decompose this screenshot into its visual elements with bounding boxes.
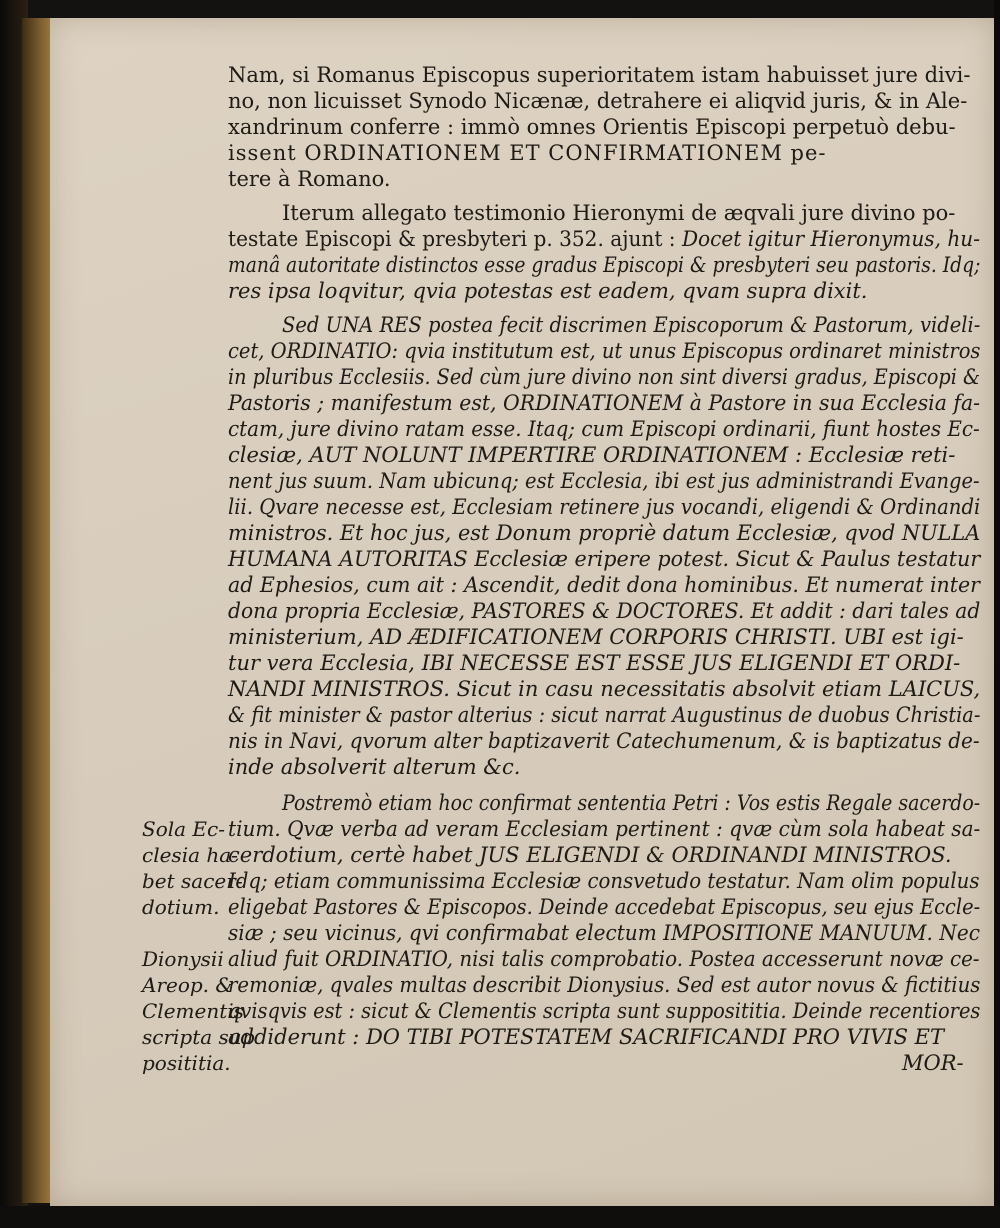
text-line: cerdotium, certè habet JUS ELIGENDI & ORDINANDI MINISTROS. — [228, 843, 952, 867]
text-line: nis in Navi, qvorum alter baptizaverit Catechumenum, & is baptizatus de- — [228, 729, 980, 753]
book-page — [50, 18, 994, 1206]
text-line: tur vera Ecclesia, IBI NECESSE EST ESSE JUS ELIGENDI ET ORDI- — [228, 651, 961, 675]
text-line: tere à Romano. — [228, 167, 391, 191]
text-line: in pluribus Ecclesiis. Sed cùm jure divino non sint diversi gradus, Episcopi & — [228, 365, 981, 389]
text-line: tium. Qvæ verba ad veram Ecclesiam pertinent : qvæ cùm sola habeat sa- — [228, 817, 981, 841]
text-line: NANDI MINISTROS. Sicut in casu necessitatis absolvit etiam LAICUS, — [228, 677, 981, 701]
text-line: lii. Qvare necesse est, Ecclesiam retinere jus vocandi, eligendi & Ordinandi — [228, 495, 981, 519]
text-line: eligebat Pastores & Episcopos. Deinde accedebat Episcopus, seu ejus Eccle- — [228, 895, 981, 919]
text-line: no, non licuisset Synodo Nicænæ, detrahere ei aliqvid juris, & in Ale- — [228, 89, 968, 113]
text-line: siæ ; seu vicinus, qvi confirmabat electum IMPOSITIONE MANUUM. Nec — [228, 921, 980, 945]
text-line: ministerium, AD ÆDIFICATIONEM CORPORIS CHRISTI. UBI est igi- — [228, 625, 964, 649]
text-segment-roman: testate Episcopi & presbyteri p. 352. ajunt : — [228, 227, 682, 251]
text-line: HUMANA AUTORITAS Ecclesiæ eripere potest. Sicut & Paulus testatur — [228, 547, 981, 571]
text-line: ctam, jure divino ratam esse. Itaq; cum Episcopi ordinarii, fiunt hostes Ec- — [228, 417, 980, 441]
text-line: Postremò etiam hoc confirmat sententia Petri : Vos estis Regale sacerdo- — [282, 791, 981, 815]
margin-note: Areop. & — [142, 973, 234, 997]
margin-note: dotium. — [142, 895, 220, 919]
text-line: dona propria Ecclesiæ, PASTORES & DOCTORES. Et addit : dari tales ad — [228, 599, 981, 623]
text-line: inde absolverit alterum &c. — [228, 755, 521, 779]
text-line: nent jus suum. Nam ubicunq; est Ecclesia, ibi est jus administrandi Evange- — [228, 469, 980, 493]
margin-note: Sola Ec- — [142, 817, 225, 841]
scan-right-edge — [994, 0, 1000, 1228]
catchword: MOR- — [902, 1051, 964, 1075]
text-line: aliud fuit ORDINATIO, nisi talis comprobatio. Postea accesserunt novæ ce- — [228, 947, 980, 971]
text-line: manâ autoritate distinctos esse gradus Episcopi & presbyteri seu pastoris. Idq; — [228, 253, 981, 277]
margin-note: bet sacer- — [142, 869, 243, 893]
text-line-mixed — [228, 226, 980, 252]
margin-note: posititia. — [142, 1051, 231, 1075]
text-line: Pastoris ; manifestum est, ORDINATIONEM à Pastore in sua Ecclesia fa- — [228, 391, 981, 415]
text-line: & fit minister & pastor alterius : sicut narrat Augustinus de duobus Christia- — [228, 703, 981, 727]
text-line: res ipsa loqvitur, qvia potestas est eadem, qvam supra dixit. — [228, 279, 868, 303]
margin-note: Clementis — [142, 999, 244, 1023]
text-line: issent ORDINATIONEM ET CONFIRMATIONEM pe- — [228, 141, 827, 165]
margin-note: Dionysii — [142, 947, 224, 971]
text-line: cet, ORDINATIO: qvia institutum est, ut unus Episcopus ordinaret ministros — [228, 339, 981, 363]
text-line: addiderunt : DO TIBI POTESTATEM SACRIFICANDI PRO VIVIS ET — [228, 1025, 944, 1049]
text-line: Iterum allegato testimonio Hieronymi de æqvali jure divino po- — [282, 201, 956, 225]
text-line: remoniæ, qvales multas describit Dionysius. Sed est autor novus & fictitius — [228, 973, 981, 997]
margin-note: scripta sup — [142, 1025, 255, 1049]
text-line: ministros. Et hoc jus, est Donum propriè datum Ecclesiæ, qvod NULLA — [228, 521, 981, 545]
text-line: Nam, si Romanus Episcopus superioritatem istam habuisset jure divi- — [228, 63, 971, 87]
text-line: Sed UNA RES postea fecit discrimen Episcoporum & Pastorum, videli- — [282, 313, 981, 337]
text-line: xandrinum conferre : immò omnes Orientis Episcopi perpetuò debu- — [228, 115, 956, 139]
text-line: clesiæ, AUT NOLUNT IMPERTIRE ORDINATIONEM : Ecclesiæ reti- — [228, 443, 956, 467]
text-segment-italic: Docet igitur Hieronymus, hu- — [681, 227, 981, 251]
margin-note: clesia ha- — [142, 843, 238, 867]
text-line: ad Ephesios, cum ait : Ascendit, dedit dona hominibus. Et numerat inter — [228, 573, 980, 597]
text-line: qvisqvis est : sicut & Clementis scripta sunt supposititia. Deinde recentiores — [228, 999, 981, 1023]
page-text-block — [50, 18, 994, 1206]
text-line: Idq; etiam communissima Ecclesiæ consvetudo testatur. Nam olim populus — [228, 869, 980, 893]
scan-bottom-edge — [0, 1206, 1000, 1228]
